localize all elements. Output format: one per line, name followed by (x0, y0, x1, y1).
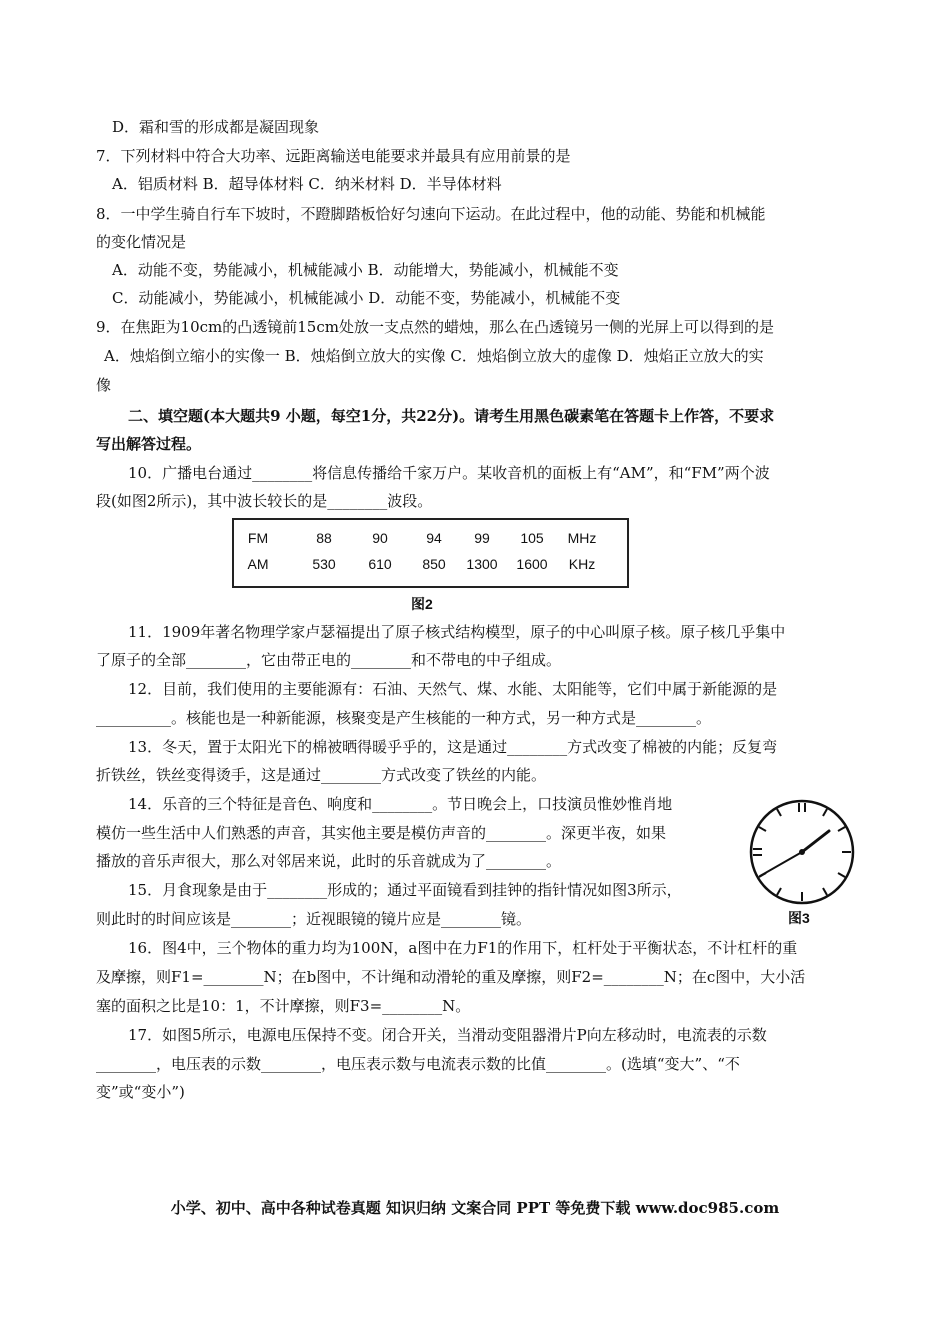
table-cell: 610 (368, 556, 392, 572)
text-line: 13．冬天，置于太阳光下的棉被晒得暖乎乎的，这是通过________方式改变了棉被的内能；反复弯 (128, 738, 778, 756)
text-line: A．铝质材料 B．超导体材料 C．纳米材料 D．半导体材料 (112, 175, 502, 193)
text-line: __________。核能也是一种新能源，核聚变是产生核能的一种方式，另一种方式是________。 (96, 709, 712, 727)
text-line: ________，电压表的示数________，电压表示数与电流表示数的比值________。(选填“变大”、“不 (96, 1055, 740, 1073)
clock-icon (748, 798, 856, 906)
table-cell: 99 (474, 530, 490, 546)
text-line: 16．图4中，三个物体的重力均为100N，a图中在力F1的作用下，杠杆处于平衡状态，不计杠杆的重 (128, 939, 798, 957)
text-line: 9．在焦距为10cm的凸透镜前15cm处放一支点然的蜡烛，那么在凸透镜另一侧的光屏上可以得到的是 (96, 318, 774, 336)
table-cell: 530 (312, 556, 336, 572)
table-cell: FM (247, 530, 269, 546)
text-line: 11．1909年著名物理学家卢瑟福提出了原子核式结构模型，原子的中心叫原子核。原子核几乎集中 (128, 623, 786, 641)
text-line: 12．目前，我们使用的主要能源有：石油、天然气、煤、水能、太阳能等，它们中属于新能源的是 (128, 680, 778, 698)
table-cell: 1300 (466, 556, 498, 572)
table-cell: 94 (426, 530, 442, 546)
table-cell: KHz (568, 556, 596, 572)
text-line: 二、填空题(本大题共9 小题，每空1分，共22分)。请考生用黑色碳素笔在答题卡上作答，不要求 (128, 407, 775, 425)
text-line: 及摩擦，则F1=________N；在b图中，不计绳和动滑轮的重及摩擦，则F2=________N；在c图中，大小活 (96, 968, 806, 986)
text-line: 的变化情况是 (96, 233, 187, 251)
text-line: A．烛焰倒立缩小的实像一 B．烛焰倒立放大的实像 C．烛焰倒立放大的虚像 D．烛焰正立放大的实 (104, 347, 764, 365)
text-line: 则此时的时间应该是________；近视眼镜的镜片应是________镜。 (96, 910, 532, 928)
table-cell: 105 (520, 530, 544, 546)
table-cell: 88 (316, 530, 332, 546)
text-line: 变”或“变小”) (96, 1083, 185, 1101)
text-line: A．动能不变，势能减小，机械能减小 B．动能增大，势能减小，机械能不变 (112, 261, 619, 279)
text-line: 写出解答过程。 (96, 435, 202, 453)
text-line: 塞的面积之比是10：1，不计摩擦，则F3=________N。 (96, 997, 471, 1015)
text-line: D．霜和雪的形成都是凝固现象 (112, 118, 320, 136)
figure-2-caption: 图2 (411, 596, 433, 612)
table-cell: 1600 (516, 556, 548, 572)
figure-3-caption: 图3 (788, 910, 810, 926)
text-line: 10．广播电台通过________将信息传播给千家万户。某收音机的面板上有“AM”，和“FM”两个波 (128, 464, 770, 482)
text-line: C．动能减小，势能减小，机械能减小 D．动能不变，势能减小，机械能不变 (112, 289, 621, 307)
text-line: 模仿一些生活中人们熟悉的声音，其实他主要是模仿声音的________。深更半夜，如果 (96, 824, 667, 842)
text-line: 17．如图5所示，电源电压保持不变。闭合开关，当滑动变阻器滑片P向左移动时，电流表的示数 (128, 1026, 767, 1044)
table-cell: 850 (422, 556, 446, 572)
text-line: 段(如图2所示)，其中波长较长的是________波段。 (96, 492, 433, 510)
table-cell: MHz (567, 530, 597, 546)
radio-band-table (232, 518, 629, 588)
text-line: 7．下列材料中符合大功率、远距离输送电能要求并最具有应用前景的是 (96, 147, 571, 165)
text-line: 8．一中学生骑自行车下坡时，不蹬脚踏板恰好匀速向下运动。在此过程中，他的动能、势能和机械能 (96, 205, 766, 223)
page-footer: 小学、初中、高中各种试卷真题 知识归纳 文案合同 PPT 等免费下载 www.doc985.com (170, 1199, 780, 1217)
table-cell: AM (247, 556, 269, 572)
text-line: 15．月食现象是由于________形成的；通过平面镜看到挂钟的指针情况如图3所示， (128, 881, 682, 899)
text-line: 了原子的全部________，它由带正电的________和不带电的中子组成。 (96, 651, 562, 669)
text-line: 播放的音乐声很大，那么对邻居来说，此时的乐音就成为了________。 (96, 852, 562, 870)
text-line: 折铁丝，铁丝变得烫手，这是通过________方式改变了铁丝的内能。 (96, 766, 547, 784)
table-cell: 90 (372, 530, 388, 546)
text-line: 14．乐音的三个特征是音色、响度和________。节日晚会上，口技演员惟妙惟肖地 (128, 795, 673, 813)
text-line: 像 (96, 376, 112, 394)
